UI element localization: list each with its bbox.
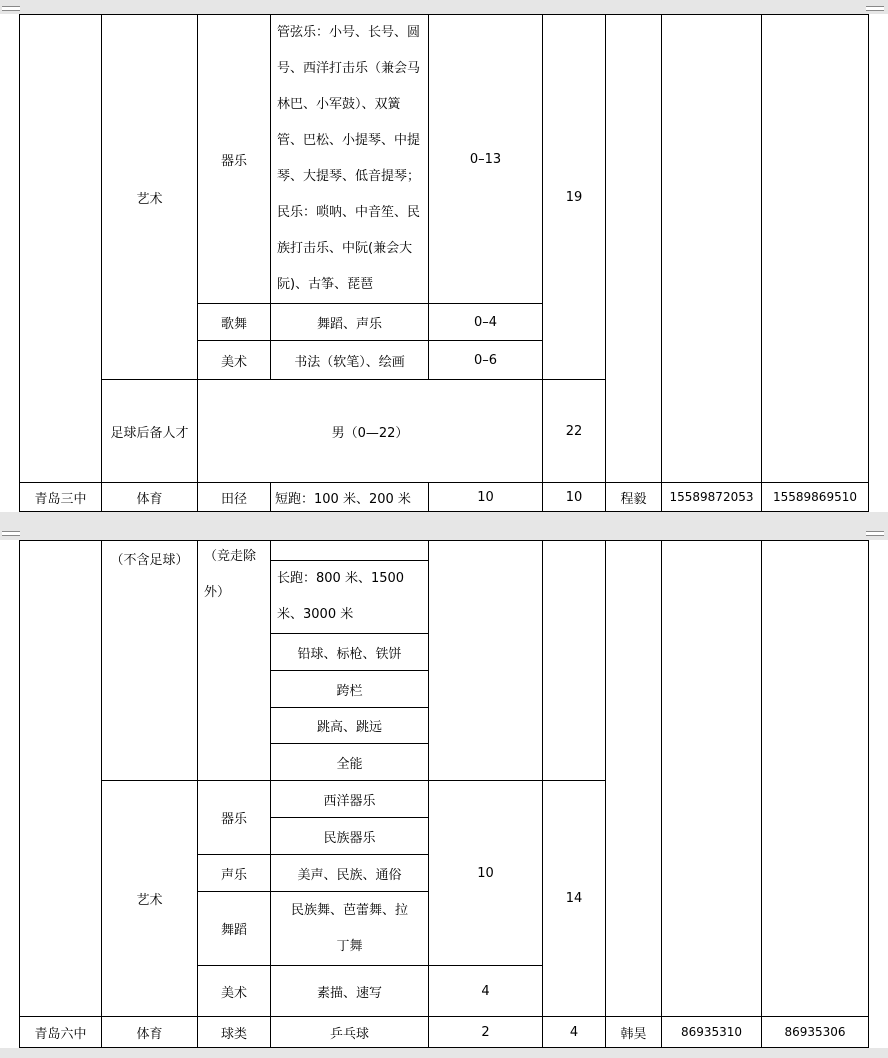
dance-items-cell: 舞蹈、声乐 <box>270 303 429 341</box>
fine-arts-count-cell: 0–6 <box>428 340 543 380</box>
contact-cell-blank <box>605 14 662 483</box>
instrument-count-cell: 0–13 <box>428 14 543 304</box>
page-corner-mark <box>866 6 884 11</box>
football-label-cell: 足球后备人才 <box>101 379 198 483</box>
school-cell-blank <box>19 540 102 1017</box>
subcategory-cell: 田径 <box>197 482 271 512</box>
phone1-cell: 15589872053 <box>661 482 762 512</box>
jumps-cell: 跳高、跳远 <box>270 707 429 744</box>
page-break-gap <box>0 512 888 540</box>
instrument-items-cell: 管弦乐：小号、长号、圆号、西洋打击乐（兼会马林巴、小军鼓）、双簧管、巴松、小提琴、中提琴、大提琴、低音提琴；民乐：唢呐、中音笙、民族打击乐、中阮(兼会大阮)、古筝、琵琶 <box>270 14 429 304</box>
long-run-cell: 长跑：800 米、1500 米、3000 米 <box>270 560 429 634</box>
phone2-cell-blank <box>761 14 869 483</box>
items-cell: 短跑：100 米、200 米 <box>270 482 429 512</box>
track-count-blank <box>428 540 543 781</box>
arts-total-cell: 14 <box>542 780 606 1017</box>
total-cell: 4 <box>542 1016 606 1048</box>
contact-name-cell: 程毅 <box>605 482 662 512</box>
category-cell: 体育 <box>101 482 198 512</box>
fine-arts-label-cell: 美术 <box>197 340 271 380</box>
sports-note-cell: （不含足球） <box>101 540 198 781</box>
school-name-cell: 青岛三中 <box>19 482 102 512</box>
all-round-cell: 全能 <box>270 743 429 781</box>
hurdles-cell: 跨栏 <box>270 670 429 708</box>
folk-instruments-cell: 民族器乐 <box>270 817 429 855</box>
page-corner-mark <box>2 531 20 536</box>
school-cell-blank <box>19 14 102 483</box>
phone2-cell-blank <box>761 540 869 1017</box>
track-total-blank <box>542 540 606 781</box>
count-cell: 10 <box>428 482 543 512</box>
fine-arts-label-cell: 美术 <box>197 965 271 1017</box>
arts-count-cell: 10 <box>428 780 543 966</box>
contact-cell-blank <box>605 540 662 1017</box>
track-note-cell: （竞走除外） <box>197 540 271 781</box>
phone1-cell: 86935310 <box>661 1016 762 1048</box>
vocal-items-cell: 美声、民族、通俗 <box>270 854 429 892</box>
dance-label-cell: 舞蹈 <box>197 891 271 966</box>
category-cell: 体育 <box>101 1016 198 1048</box>
dance-label-cell: 歌舞 <box>197 303 271 341</box>
school-name-cell: 青岛六中 <box>19 1016 102 1048</box>
track-blank-cell <box>270 540 429 561</box>
instrument-label-cell: 器乐 <box>197 14 271 304</box>
western-instruments-cell: 西洋器乐 <box>270 780 429 818</box>
arts-category-cell: 艺术 <box>101 14 198 380</box>
vocal-label-cell: 声乐 <box>197 854 271 892</box>
page-corner-mark <box>2 6 20 11</box>
throws-cell: 铅球、标枪、铁饼 <box>270 633 429 671</box>
items-cell: 乒乓球 <box>270 1016 429 1048</box>
total-cell: 10 <box>542 482 606 512</box>
contact-name-cell: 韩昊 <box>605 1016 662 1048</box>
phone2-cell: 15589869510 <box>761 482 869 512</box>
fine-arts-items-cell: 素描、速写 <box>270 965 429 1017</box>
phone1-cell-blank <box>661 540 762 1017</box>
dance-items-cell: 民族舞、芭蕾舞、拉丁舞 <box>270 891 429 966</box>
phone2-cell: 86935306 <box>761 1016 869 1048</box>
football-detail-cell: 男（0—22） <box>197 379 543 483</box>
dance-count-cell: 0–4 <box>428 303 543 341</box>
count-cell: 2 <box>428 1016 543 1048</box>
page-bottom-gap <box>0 1048 888 1058</box>
phone1-cell-blank <box>661 14 762 483</box>
fine-arts-count-cell: 4 <box>428 965 543 1017</box>
page-corner-mark <box>866 531 884 536</box>
arts-category-cell: 艺术 <box>101 780 198 1017</box>
page-top-gap <box>0 0 888 14</box>
arts-total-cell: 19 <box>542 14 606 380</box>
subcategory-cell: 球类 <box>197 1016 271 1048</box>
football-total-cell: 22 <box>542 379 606 483</box>
fine-arts-items-cell: 书法（软笔）、绘画 <box>270 340 429 380</box>
instrument-label-cell: 器乐 <box>197 780 271 855</box>
